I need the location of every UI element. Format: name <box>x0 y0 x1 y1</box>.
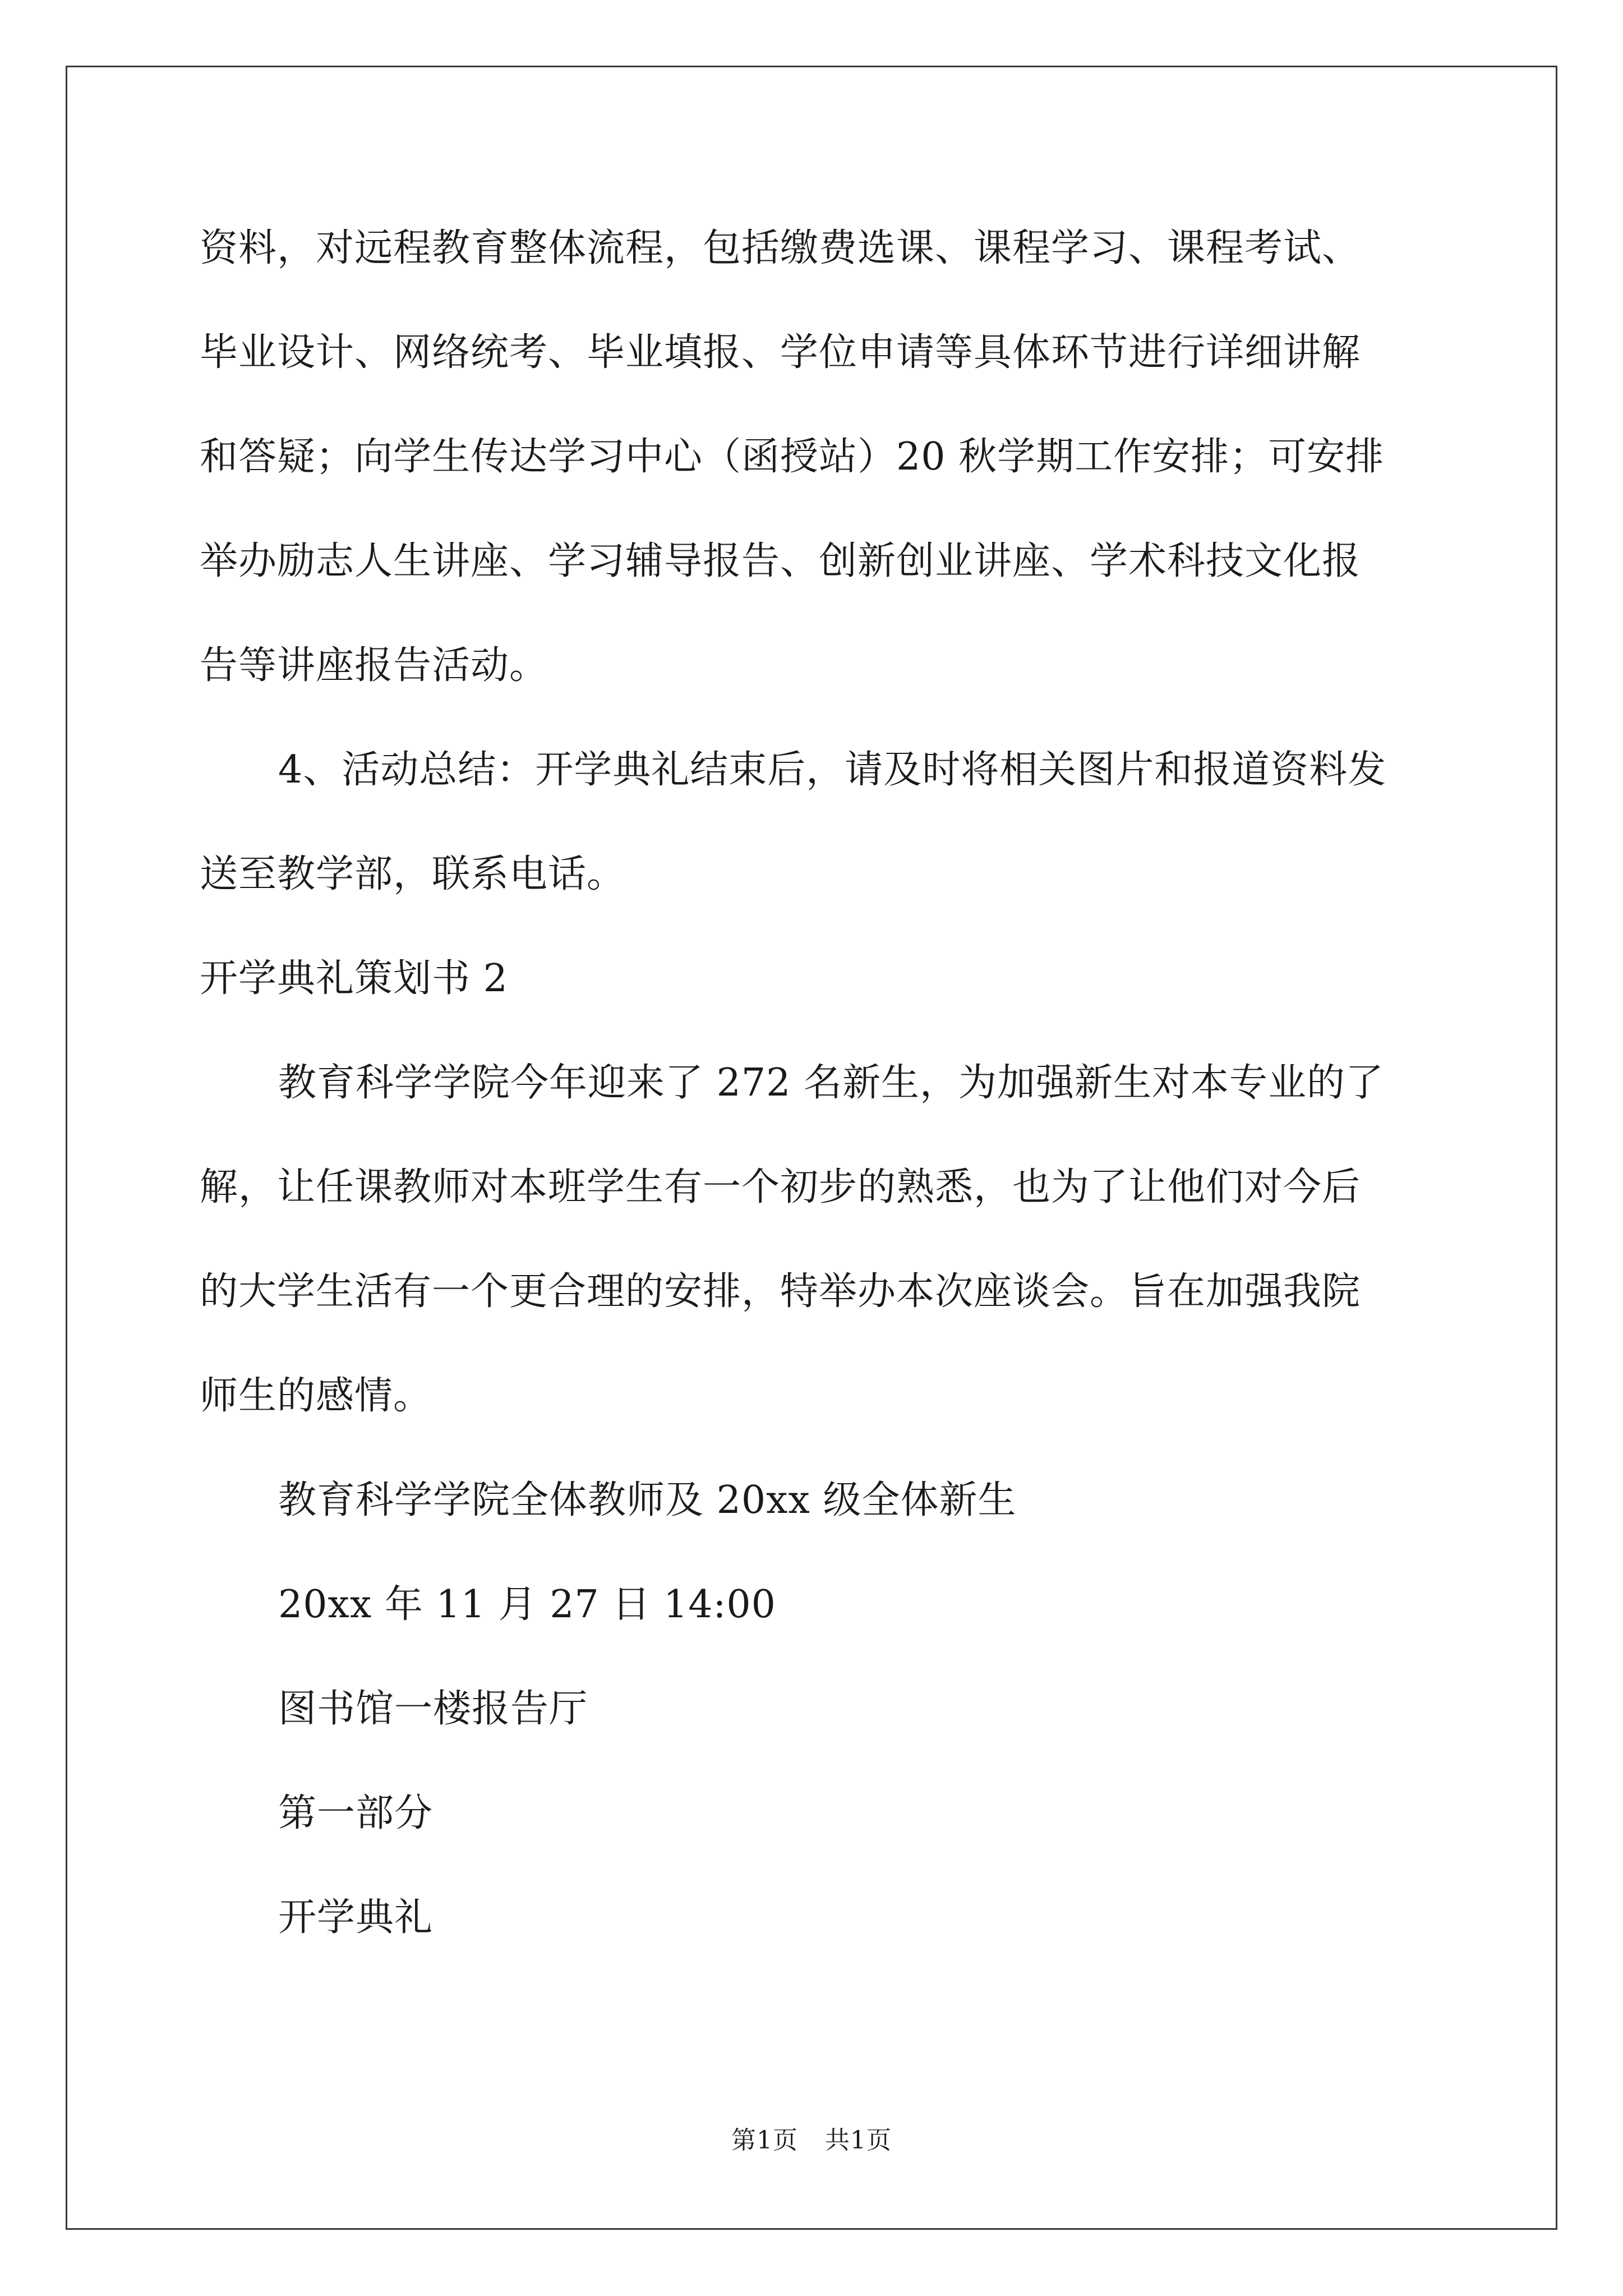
text-line-10: 解，让任课教师对本班学生有一个初步的熟悉，也为了让他们对今后 <box>200 1165 1361 1209</box>
text-line-11: 的大学生活有一个更合理的安排，特举办本次座谈会。旨在加强我院 <box>200 1269 1361 1314</box>
section-heading: 开学典礼策划书 2 <box>200 956 508 1001</box>
text-line-4: 举办励志人生讲座、学习辅导报告、创新创业讲座、学术科技文化报 <box>200 539 1361 583</box>
text-line-9: 教育科学学院今年迎来了 272 名新生，为加强新生对本专业的了 <box>278 1061 1385 1105</box>
text-line-3: 和答疑；向学生传达学习中心（函授站）20 秋学期工作安排；可安排 <box>200 435 1385 479</box>
datetime-line: 20xx 年 11 月 27 日 14:00 <box>278 1582 776 1627</box>
document-body <box>200 196 1433 1970</box>
ceremony-heading: 开学典礼 <box>278 1895 434 1940</box>
text-line-12: 师生的感情。 <box>200 1374 432 1418</box>
text-line-5: 告等讲座报告活动。 <box>200 643 548 688</box>
participants-line: 教育科学学院全体教师及 20xx 级全体新生 <box>278 1478 1017 1522</box>
page-number: 第1页 <box>731 2126 798 2155</box>
location-line: 图书馆一楼报告厅 <box>278 1687 588 1731</box>
part-heading: 第一部分 <box>278 1791 434 1835</box>
page-total: 共1页 <box>825 2126 892 2155</box>
text-line-6: 4、活动总结：开学典礼结束后，请及时将相关图片和报道资料发 <box>278 748 1387 792</box>
text-line-1: 资料，对远程教育整体流程，包括缴费选课、课程学习、课程考试、 <box>200 226 1361 270</box>
text-line-7: 送至教学部，联系电话。 <box>200 852 626 896</box>
page-footer <box>0 2124 1623 2157</box>
text-line-2: 毕业设计、网络统考、毕业填报、学位申请等具体环节进行详细讲解 <box>200 330 1361 375</box>
